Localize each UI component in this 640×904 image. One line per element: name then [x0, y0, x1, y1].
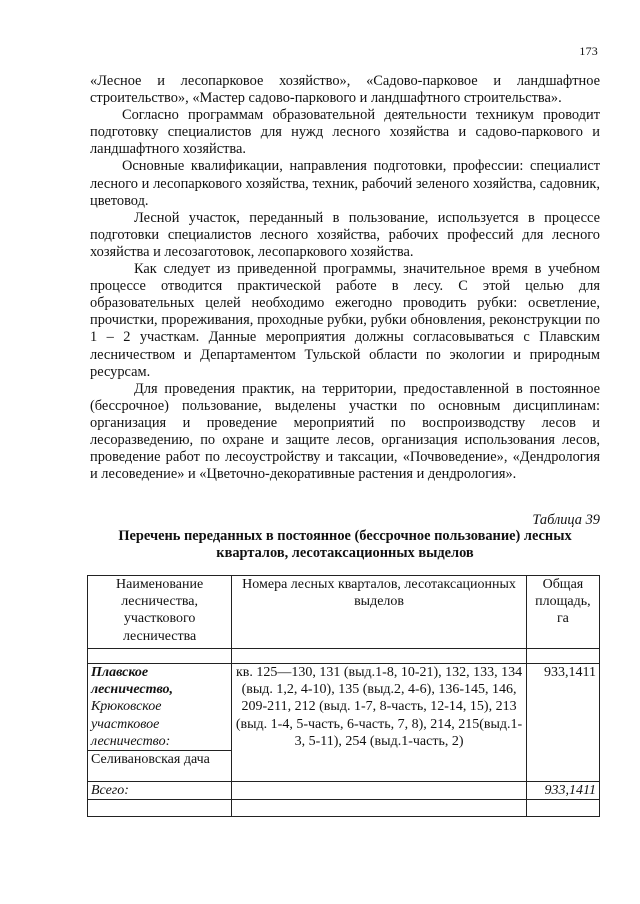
paragraph-5: Как следует из приведенной программы, значительное время в учебном процессе отводится практической работе в лесу. С этой целью для образовательных целей необходимо ежегодно проводить рубки: осветление, прочистки, прореживания, проходные рубки, рубки обновления, реконструкции по 1 – 2 участкам. Данные мероприятия должны согласовываться с Плавским лесничеством и Департаментом Тульской области по экологии и природным ресурсам. — [90, 261, 600, 380]
district-name: Крюковское участковое лесничество: — [91, 699, 171, 749]
body-text — [90, 73, 600, 483]
paragraph-4: Лесной участок, переданный в пользование, используется в процессе подготовки специалистов лесного хозяйства, рабочих профессий для лесного хозяйства и лесозаготовок, лесопаркового хозяйства. — [90, 209, 600, 260]
table-row — [88, 664, 600, 751]
table-spacer-row — [88, 649, 600, 664]
table-total-row — [88, 782, 600, 800]
table-header-row — [88, 576, 600, 649]
forestry-cell — [88, 664, 232, 751]
forest-quarters-table — [87, 575, 600, 817]
paragraph-3: Основные квалификации, направления подготовки, профессии: специалист лесного и лесопаркового хозяйства, техник, рабочий зеленого хозяйства, садовник, цветовод. — [90, 158, 600, 209]
page-number: 173 — [579, 44, 598, 58]
header-total-area: Общая площадь, га — [526, 576, 599, 649]
dacha-name: Селивановская дача — [88, 751, 232, 782]
paragraph-6: Для проведения практик, на территории, предоставленной в постоянное (бессрочное) пользование, выделены участки по основным дисциплинам: организация и проведение мероприятий по воспроизводству лесов и лесоразведению, по охране и защите лесов, организация использования лесов, проведение работ по лесоустройству и таксации, «Почвоведение», «Дендрология и лесоведение» и «Цветочно-декоративные растения и дендрология». — [90, 380, 600, 483]
forestry-name: Плавское лесничество, — [91, 665, 174, 698]
header-quarter-numbers: Номера лесных кварталов, лесотаксационных выделов — [232, 576, 527, 649]
table-caption: Таблица 39 — [532, 512, 600, 528]
total-label: Всего: — [88, 782, 232, 800]
paragraph-1: «Лесное и лесопарковое хозяйство», «Садово-парковое и ландшафтное строительство», «Мастер садово-паркового и ландшафтного строительства». — [90, 73, 600, 107]
quarters-list: кв. 125—130, 131 (выд.1-8, 10-21), 132, 133, 134 (выд. 1,2, 4-10), 135 (выд.2, 4-6), 136-145, 146, 209-211, 212 (выд. 1-7, 8-часть, 12-14, 15), 213 (выд. 1-4, 5-часть, 6-часть, 7, 8), 214, 215(выд.1-3, 5-11), 254 (выд.1-часть, 2) — [232, 664, 527, 782]
header-forestry-name: Наименование лесничества, участкового лесничества — [88, 576, 232, 649]
table-title: Перечень переданных в постоянное (бессрочное пользование) лесных кварталов, лесотаксационных выделов — [118, 528, 572, 561]
area-value: 933,1411 — [526, 664, 599, 782]
total-value: 933,1411 — [526, 782, 599, 800]
table-empty-row — [88, 800, 600, 817]
paragraph-2: Согласно программам образовательной деятельности техникум проводит подготовку специалистов для нужд лесного хозяйства и садово-паркового и ландшафтного хозяйства. — [90, 107, 600, 158]
